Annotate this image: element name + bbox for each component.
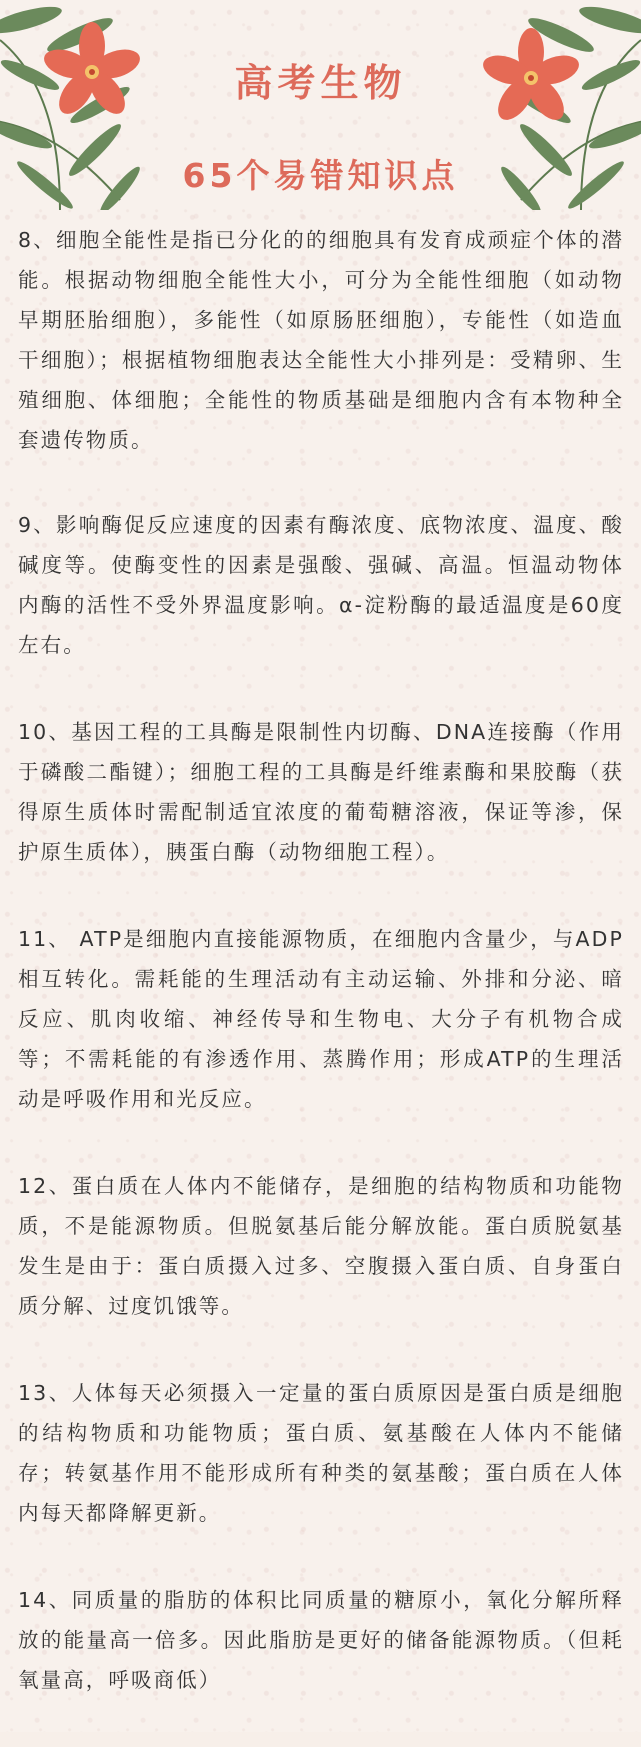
knowledge-point-14: 14、同质量的脂肪的体积比同质量的糖原小，氧化分解所释放的能量高一倍多。因此脂肪是更好的储备能源物质。（但耗氧量高，呼吸商低） bbox=[18, 1588, 624, 1692]
knowledge-point-13: 13、人体每天必须摄入一定量的蛋白质原因是蛋白质是细胞的结构物质和功能物质；蛋白质、氨基酸在人体内不能储存；转氨基作用不能形成所有种类的氨基酸；蛋白质在人体内每天都降解更新。 bbox=[18, 1381, 624, 1525]
content-body bbox=[18, 220, 624, 1747]
knowledge-point-11: 11、 ATP是细胞内直接能源物质，在细胞内含量少，与ADP相互转化。需耗能的生理活动有主动运输、外排和分泌、暗反应、肌肉收缩、神经传导和生物电、大分子有机物合成等；不需耗能的有渗透作用、蒸腾作用；形成ATP的生理活动是呼吸作用和光反应。 bbox=[18, 927, 624, 1111]
page-title: 高考生物 bbox=[234, 61, 407, 105]
knowledge-point-10: 10、基因工程的工具酶是限制性内切酶、DNA连接酶（作用于磷酸二酯键）；细胞工程的工具酶是纤维素酶和果胶酶（获得原生质体时需配制适宜浓度的葡萄糖溶液，保证等渗，保护原生质体），胰蛋白酶（动物细胞工程）。 bbox=[18, 720, 624, 864]
knowledge-point-12: 12、蛋白质在人体内不能储存，是细胞的结构物质和功能物质，不是能源物质。但脱氨基后能分解放能。蛋白质脱氨基发生是由于：蛋白质摄入过多、空腹摄入蛋白质、自身蛋白质分解、过度饥饿等。 bbox=[18, 1174, 624, 1318]
page-subtitle: 65个易错知识点 bbox=[182, 156, 459, 195]
knowledge-point-8: 8、细胞全能性是指已分化的的细胞具有发育成顽症个体的潜能。根据动物细胞全能性大小，可分为全能性细胞（如动物早期胚胎细胞），多能性（如原肠胚细胞），专能性（如造血干细胞）；根据植物细胞表达全能性大小排列是：受精卵、生殖细胞、体细胞；全能性的物质基础是细胞内含有本物种全套遗传物质。 bbox=[18, 228, 624, 452]
knowledge-point-9: 9、影响酶促反应速度的因素有酶浓度、底物浓度、温度、酸碱度等。使酶变性的因素是强酸、强碱、高温。恒温动物体内酶的活性不受外界温度影响。α-淀粉酶的最适温度是60度左右。 bbox=[18, 513, 624, 657]
header-banner bbox=[0, 0, 641, 210]
